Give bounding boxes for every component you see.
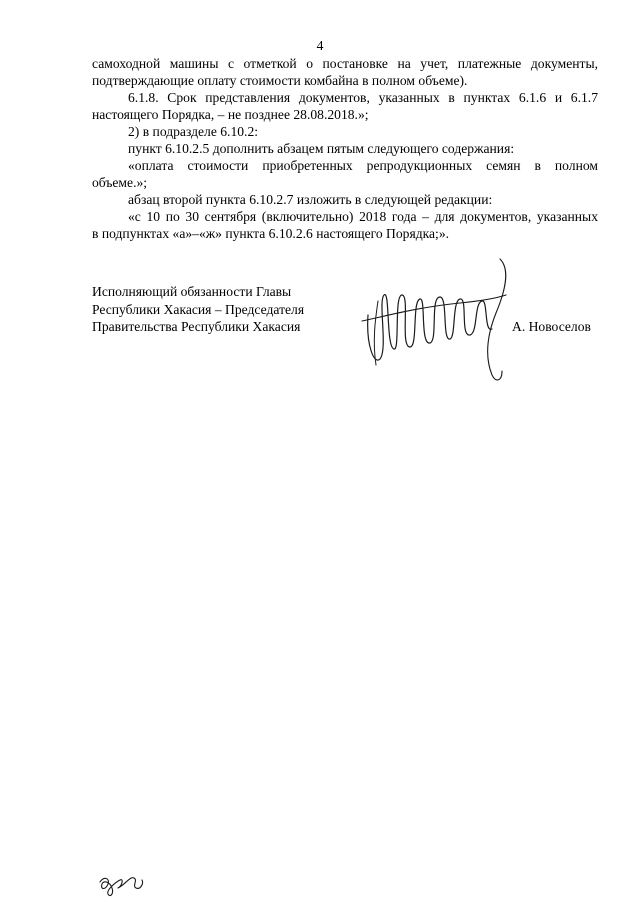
body-line: самоходной машины с отметкой о постановке на учет, платежные документы,	[92, 56, 598, 71]
body-line: объеме.»;	[92, 175, 148, 190]
body-line: 6.1.8. Срок представления документов, указанных в пунктах 6.1.6 и 6.1.7	[128, 90, 598, 105]
body-line: 2) в подразделе 6.10.2:	[128, 124, 259, 139]
body-line: в подпунктах «а»–«ж» пункта 6.10.2.6 настоящего Порядка;».	[92, 226, 450, 241]
body-line: пункт 6.10.2.5 дополнить абзацем пятым следующего содержания:	[128, 141, 515, 156]
signatory-position-line: Исполняющий обязанности Главы	[92, 284, 292, 299]
handwritten-initials-mark	[96, 868, 148, 898]
page-number: 4	[316, 38, 324, 53]
body-line: абзац второй пункта 6.10.2.7 изложить в следующей редакции:	[128, 192, 493, 207]
body-line: «оплата стоимости приобретенных репродукционных семян в полном	[128, 158, 598, 173]
signatory-name: А. Новоселов	[512, 319, 591, 334]
signatory-position-line: Правительства Республики Хакасия	[92, 319, 301, 334]
signatory-position-line: Республики Хакасия – Председателя	[92, 301, 305, 317]
signatory-position	[92, 283, 392, 336]
document-body	[92, 55, 598, 242]
handwritten-signature	[360, 255, 520, 385]
body-line: настоящего Порядка, – не позднее 28.08.2018.»;	[92, 107, 369, 122]
body-line: «с 10 по 30 сентября (включительно) 2018 года – для документов, указанных	[128, 209, 598, 224]
body-line: подтверждающие оплату стоимости комбайна в полном объеме).	[92, 73, 468, 88]
